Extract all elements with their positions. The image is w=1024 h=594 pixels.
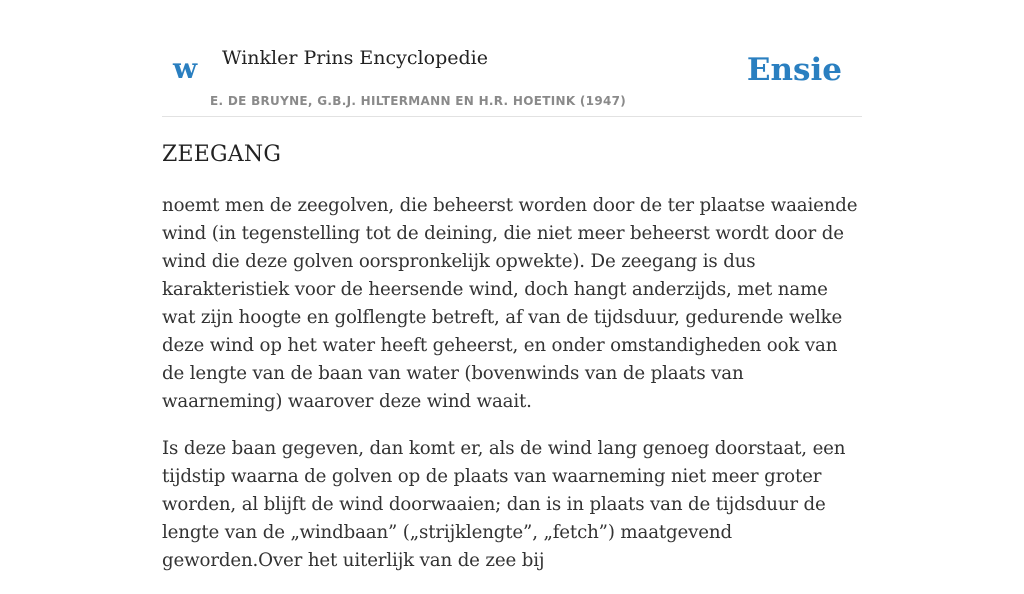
article-paragraph: Is deze baan gegeven, dan komt er, als de wind lang genoeg doorstaat, een tijdstip waarna de golven op de plaats van waarneming niet meer groter worden, al blijft de wind doorwaaien; dan is in plaats van de tijdsduur de lengte van de „windbaan” („strijklengte”, „fetch”) maatgevend geworden.Over het uiterlijk van de zee bij	[162, 438, 846, 571]
publication-title[interactable]: Winkler Prins Encyclopedie	[222, 47, 488, 69]
article-title: ZEEGANG	[162, 142, 282, 167]
article-paragraph: noemt men de zeegolven, die beheerst worden door de ter plaatse waaiende wind (in tegenstelling tot de deining, die niet meer beheerst wordt door de wind die deze golven oorspronkelijk opwekte). De zeegang is dus karakteristiek voor de heersende wind, doch hangt anderzijds, met name wat zijn hoogte en golflengte betreft, af van de tijdsduur, gedurende welke deze wind op het water heeft geheerst, en onder omstandigheden ook van de lengte van de baan van water (bovenwinds van de plaats van waarneming) waarover deze wind waait.	[162, 195, 858, 412]
publication-authors: E. DE BRUYNE, G.B.J. HILTERMANN EN H.R. HOETINK (1947)	[210, 94, 627, 108]
article-body	[162, 192, 862, 594]
ensie-logo[interactable]: Ensie	[746, 52, 842, 88]
site-header	[162, 0, 862, 117]
winkler-prins-logo[interactable]: w	[173, 52, 198, 85]
